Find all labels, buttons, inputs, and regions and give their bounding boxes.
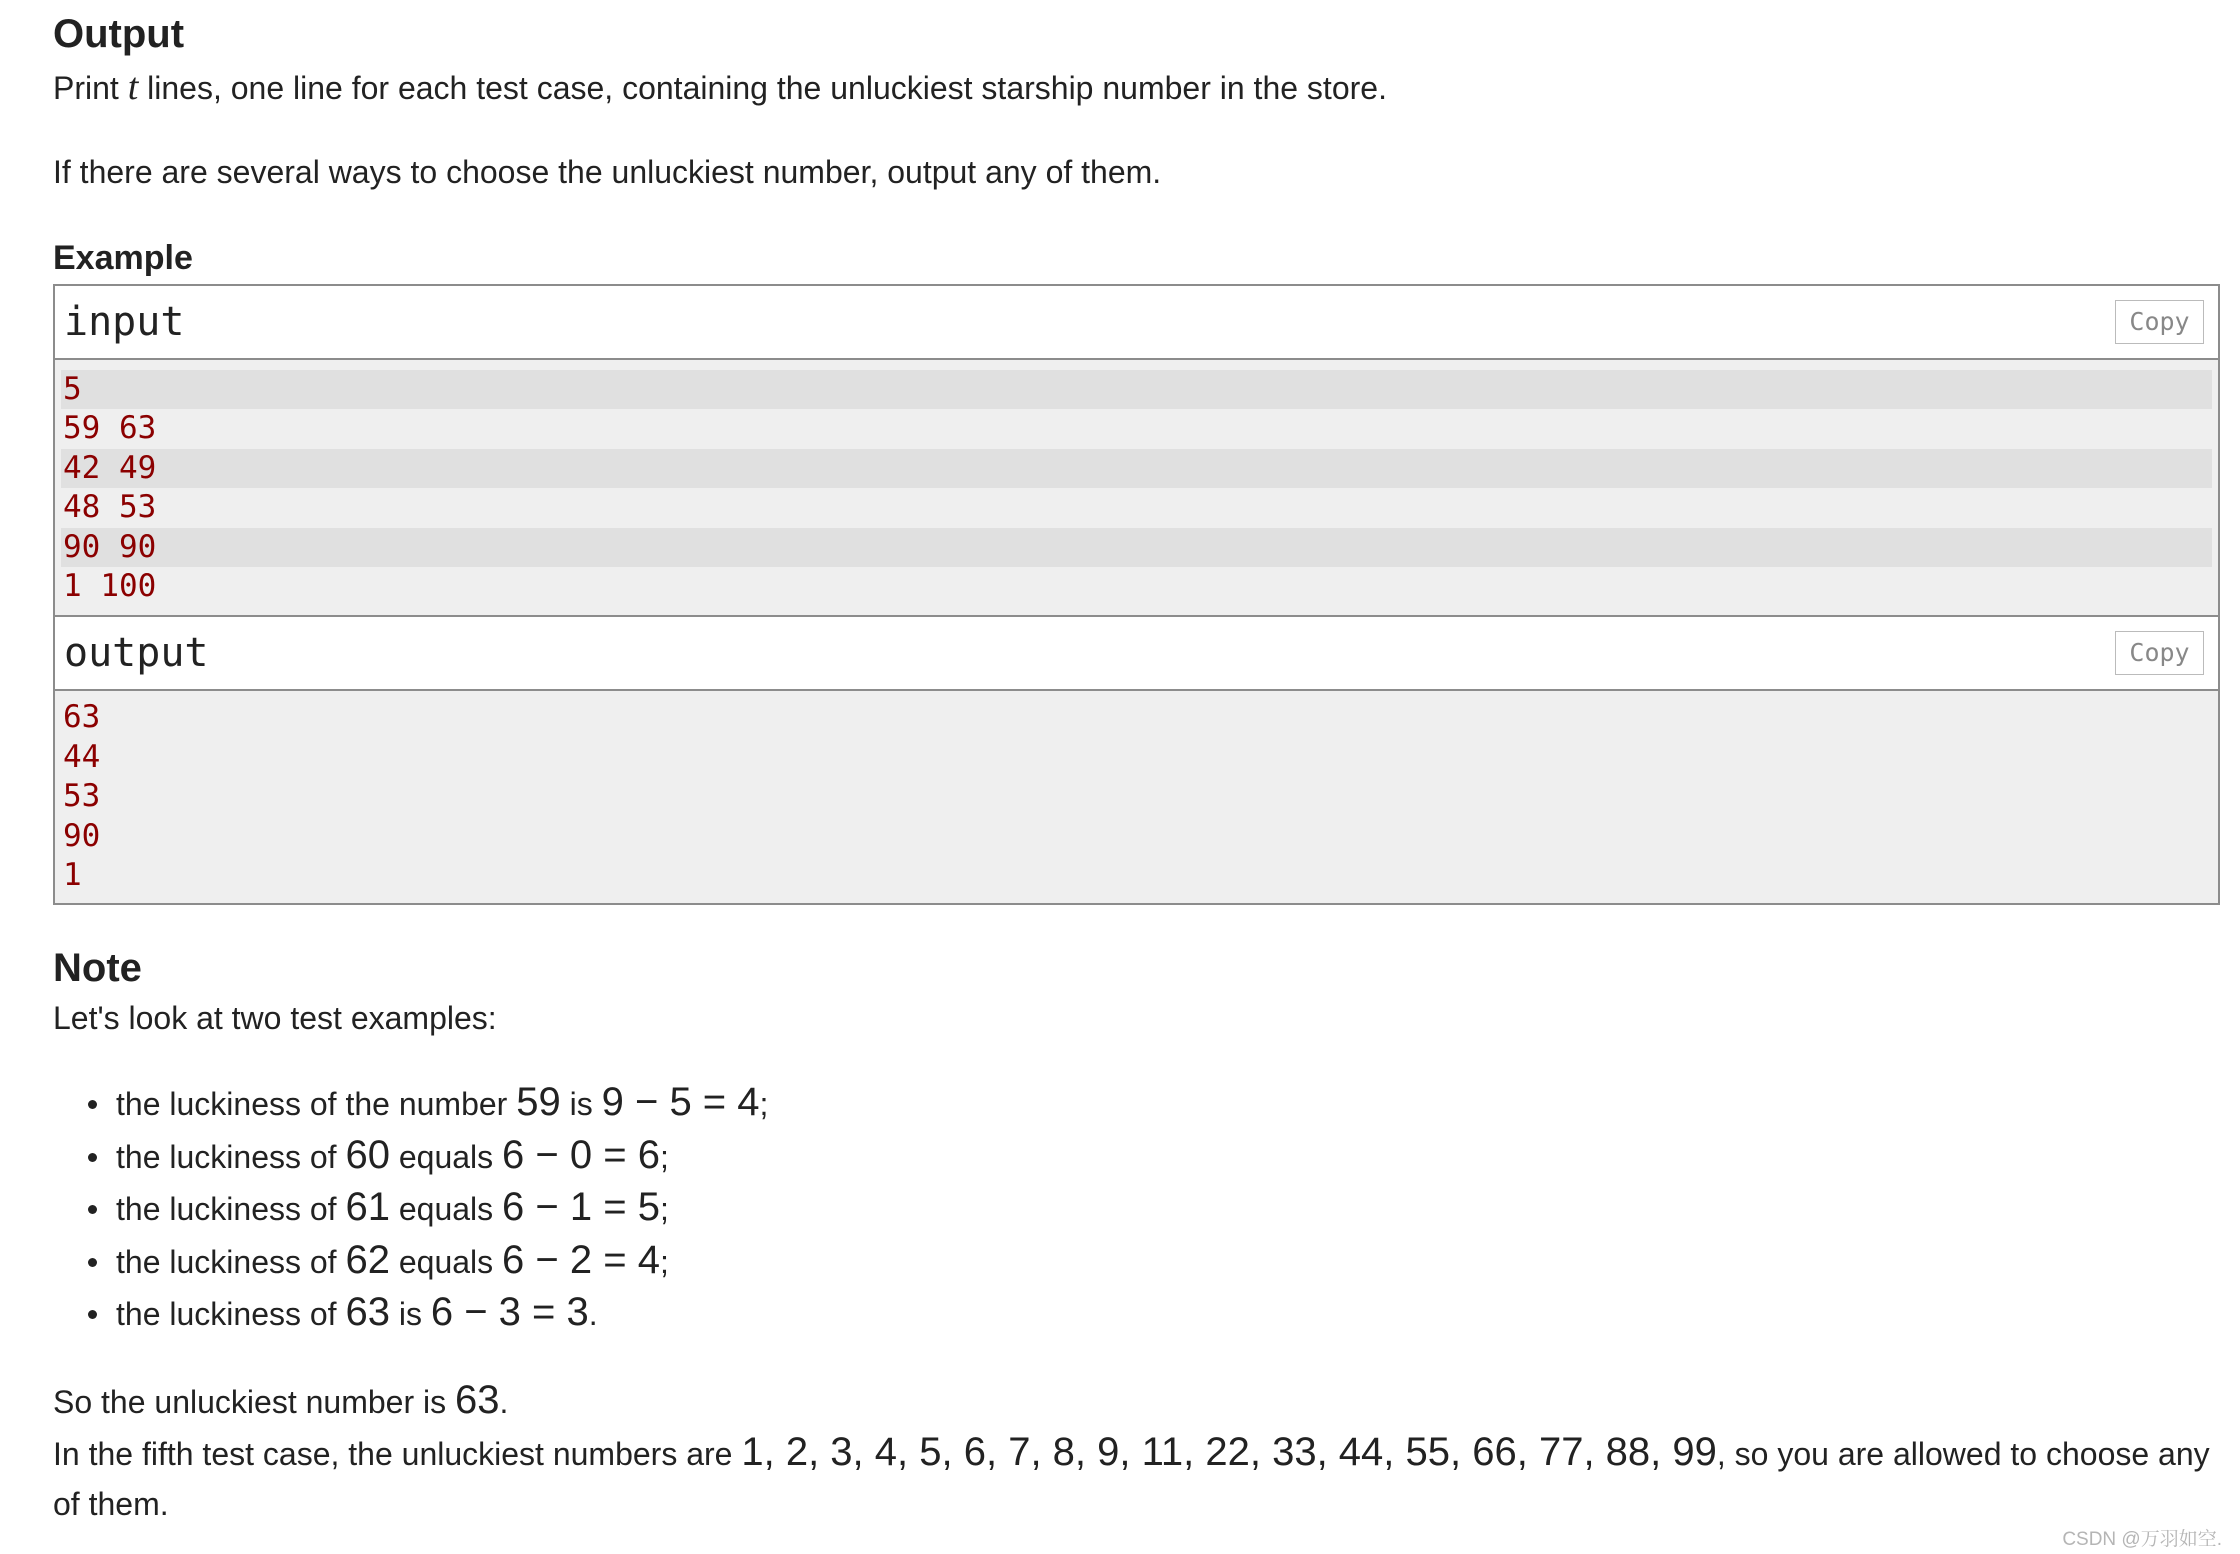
item-text: equals (389, 1243, 503, 1280)
note-list-item (53, 1078, 768, 1131)
output-heading: Output (53, 12, 185, 56)
item-end: ; (759, 1086, 769, 1122)
input-line: 90 90 (61, 528, 2212, 567)
item-math: 59 (516, 1080, 561, 1124)
output-description-suffix: lines, one line for each test case, containing the unluckiest starship number in the store. (138, 70, 1387, 106)
note-fifth-case (53, 1429, 2220, 1529)
note-list-item (53, 1288, 768, 1341)
fifth-case-math: 1, 2, 3, 4, 5, 6, 7, 8, 9, 11, 22, 33, 44, 55, 66, 77, 88, 99 (741, 1430, 1717, 1474)
input-line: 48 53 (63, 489, 157, 526)
note-list-item (53, 1236, 768, 1289)
item-end: ; (659, 1191, 669, 1227)
item-text: the luckiness of (116, 1243, 346, 1280)
bullet-dot (88, 1153, 97, 1162)
output-line: 53 (63, 778, 101, 815)
output-section-header (55, 615, 2218, 691)
note-list-item (53, 1183, 768, 1236)
sample-test-box (53, 284, 2220, 905)
item-text: the luckiness of (116, 1296, 346, 1332)
input-line: 1 100 (63, 567, 157, 604)
item-math: 61 (345, 1185, 390, 1229)
conclusion-end: . (499, 1384, 509, 1420)
item-math: 6 − 0 = 6 (502, 1132, 660, 1177)
output-line: 63 (63, 699, 101, 736)
example-heading: Example (53, 239, 193, 277)
output-description (53, 65, 1387, 110)
note-list (53, 1078, 768, 1341)
note-intro: Let's look at two test examples: (53, 1000, 497, 1036)
item-math: 9 − 5 = 4 (601, 1080, 760, 1124)
note-list-item (53, 1131, 768, 1184)
input-content (55, 360, 2218, 615)
item-math: 6 − 1 = 5 (502, 1185, 660, 1229)
item-text: the luckiness of the number (116, 1086, 517, 1122)
bullet-dot (88, 1205, 97, 1214)
item-math: 6 − 3 = 3 (430, 1290, 589, 1334)
item-text: is (389, 1296, 431, 1332)
item-text: the luckiness of (116, 1191, 346, 1227)
item-math: 63 (345, 1290, 390, 1334)
item-end: ; (659, 1243, 669, 1280)
variable-t: t (127, 66, 139, 108)
item-text: the luckiness of (116, 1138, 346, 1175)
input-title: input (64, 299, 185, 345)
item-text: is (560, 1086, 602, 1122)
output-line: 1 (63, 856, 82, 893)
conclusion-text: So the unluckiest number is (53, 1384, 455, 1420)
item-text: equals (389, 1138, 503, 1175)
output-line: 44 (63, 738, 101, 775)
conclusion-math: 63 (454, 1378, 500, 1422)
copy-input-button[interactable]: Copy (2115, 300, 2204, 344)
input-line: 42 49 (61, 449, 2212, 488)
bullet-dot (88, 1258, 97, 1267)
output-note-line: If there are several ways to choose the unluckiest number, output any of them. (53, 154, 1162, 190)
item-math: 62 (345, 1237, 390, 1282)
item-math: 60 (345, 1132, 390, 1177)
item-end: ; (659, 1138, 669, 1175)
note-conclusion (53, 1377, 508, 1427)
watermark: CSDN @万羽如空. (2062, 1529, 2222, 1550)
item-text: equals (389, 1191, 503, 1227)
item-end: . (588, 1296, 598, 1332)
output-line: 90 (63, 817, 101, 854)
fifth-case-end: , so you are allowed to choose any of them. (53, 1436, 2210, 1522)
copy-output-button[interactable]: Copy (2115, 631, 2204, 675)
item-math: 6 − 2 = 4 (502, 1237, 660, 1282)
note-heading: Note (53, 946, 142, 990)
output-title: output (64, 630, 209, 677)
input-line: 59 63 (63, 410, 157, 447)
output-description-prefix: Print (53, 70, 128, 106)
bullet-dot (88, 1100, 97, 1109)
input-section-header (55, 286, 2218, 360)
fifth-case-text: In the fifth test case, the unluckiest numbers are (53, 1436, 742, 1472)
input-line: 5 (61, 370, 2212, 409)
output-content (55, 691, 2218, 903)
bullet-dot (88, 1310, 97, 1319)
